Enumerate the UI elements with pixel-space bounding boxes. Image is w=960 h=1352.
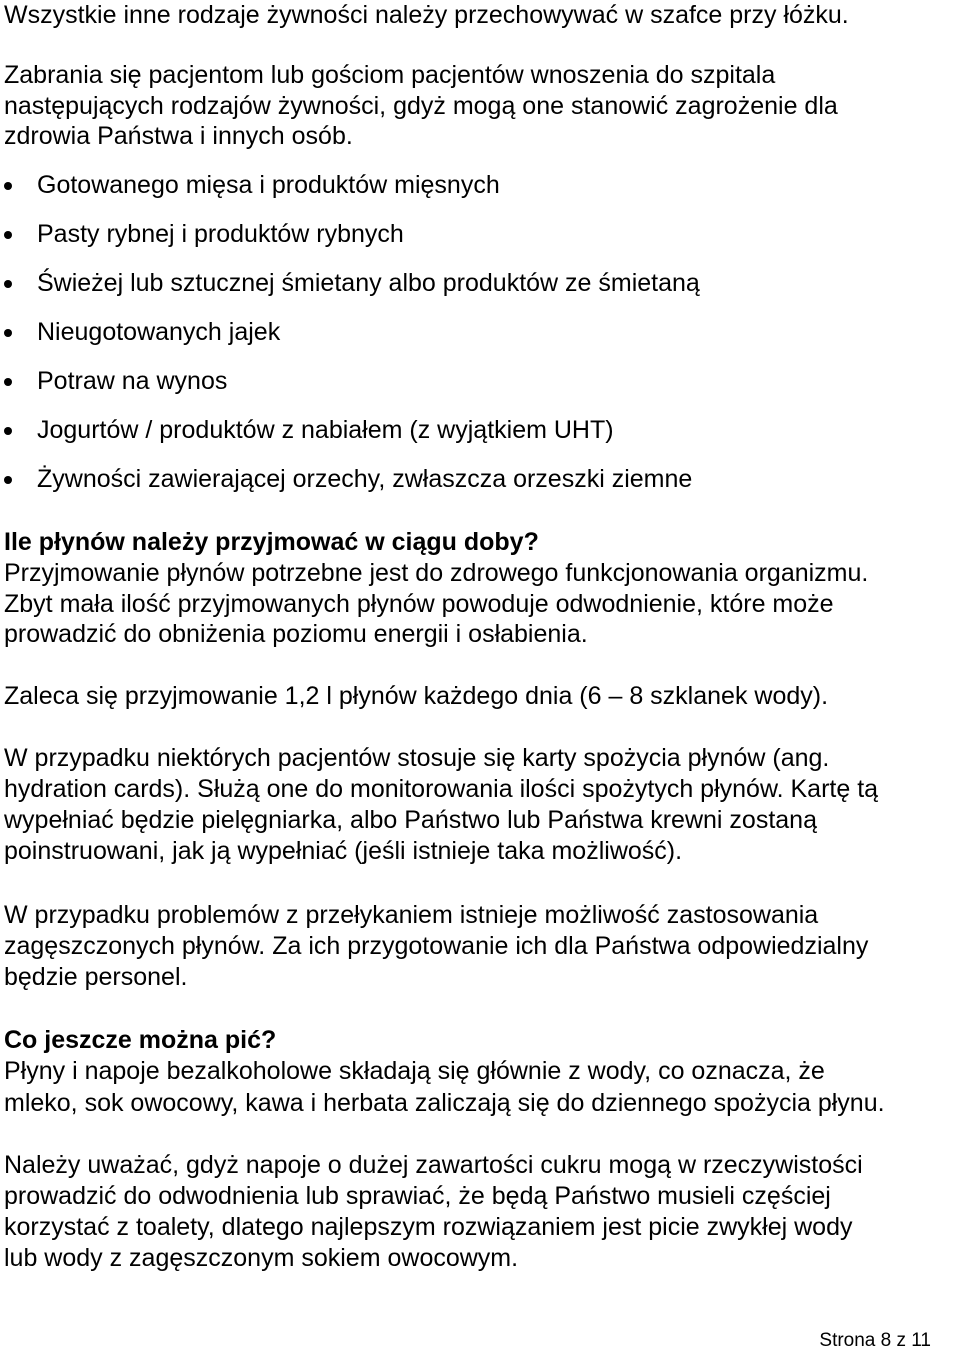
bullet-icon (4, 378, 12, 386)
list-item (0, 268, 960, 317)
sugar-warning-line-1: Należy uważać, gdyż napoje o dużej zawartości cukru mogą w rzeczywistości (4, 1151, 863, 1179)
bullet-icon (4, 427, 12, 435)
prohibited-intro-line-2: następujących rodzajów żywności, gdyż mogą one stanowić zagrożenie dla (4, 92, 838, 120)
fluids-paragraph-line-3: prowadzić do obniżenia poziomu energii i osłabienia. (4, 620, 588, 648)
fluids-paragraph-line-2: Zbyt mała ilość przyjmowanych płynów powoduje odwodnienie, które może (4, 590, 834, 618)
drinks-paragraph-line-2: mleko, sok owocowy, kawa i herbata zaliczają się do dziennego spożycia płynu. (4, 1089, 885, 1117)
hydration-cards-line-2: hydration cards). Służą one do monitorowania ilości spożytych płynów. Kartę tą (4, 775, 879, 803)
list-item (0, 415, 960, 464)
swallowing-line-3: będzie personel. (4, 963, 188, 991)
swallowing-line-2: zagęszczonych płynów. Za ich przygotowanie ich dla Państwa odpowiedzialny (4, 932, 869, 960)
swallowing-line-1: W przypadku problemów z przełykaniem istnieje możliwość zastosowania (4, 901, 819, 929)
list-item (0, 170, 960, 219)
list-item-text: Gotowanego mięsa i produktów mięsnych (37, 171, 500, 199)
bullet-icon (4, 280, 12, 288)
hydration-cards-line-4: poinstruowani, jak ją wypełniać (jeśli istnieje taka możliwość). (4, 837, 683, 865)
fluids-heading: Ile płynów należy przyjmować w ciągu doby? (4, 528, 539, 556)
list-item-text: Nieugotowanych jajek (37, 318, 281, 346)
bullet-icon (4, 182, 12, 190)
sugar-warning-line-2: prowadzić do odwodnienia lub sprawiać, że będą Państwo musieli częściej (4, 1182, 831, 1210)
bullet-icon (4, 329, 12, 337)
prohibited-intro-line-3: zdrowia Państwa i innych osób. (4, 122, 353, 150)
list-item-text: Żywności zawierającej orzechy, zwłaszcza orzeszki ziemne (37, 465, 693, 493)
intro-line: Wszystkie inne rodzaje żywności należy przechowywać w szafce przy łóżku. (4, 1, 849, 29)
list-item-text: Świeżej lub sztucznej śmietany albo produktów ze śmietaną (37, 269, 700, 297)
list-item-text: Jogurtów / produktów z nabiałem (z wyjątkiem UHT) (37, 416, 614, 444)
page-number: Strona 8 z 11 (819, 1330, 931, 1351)
recommendation-line: Zaleca się przyjmowanie 1,2 l płynów każdego dnia (6 – 8 szklanek wody). (4, 682, 829, 710)
sugar-warning-line-4: lub wody z zagęszczonym sokiem owocowym. (4, 1244, 519, 1272)
hydration-cards-line-1: W przypadku niektórych pacjentów stosuje się karty spożycia płynów (ang. (4, 744, 830, 772)
hydration-cards-line-3: wypełniać będzie pielęgniarka, albo Państwo lub Państwa krewni zostaną (4, 806, 817, 834)
bullet-icon (4, 476, 12, 484)
drinks-paragraph-line-1: Płyny i napoje bezalkoholowe składają się głównie z wody, co oznacza, że (4, 1057, 825, 1085)
drinks-heading: Co jeszcze można pić? (4, 1026, 277, 1054)
list-item (0, 317, 960, 366)
fluids-paragraph-line-1: Przyjmowanie płynów potrzebne jest do zdrowego funkcjonowania organizmu. (4, 559, 869, 587)
list-item (0, 366, 960, 415)
bullet-icon (4, 231, 12, 239)
prohibited-intro-line-1: Zabrania się pacjentom lub gościom pacjentów wnoszenia do szpitala (4, 61, 776, 89)
prohibited-food-list (0, 170, 960, 513)
sugar-warning-line-3: korzystać z toalety, dlatego najlepszym rozwiązaniem jest picie zwykłej wody (4, 1213, 853, 1241)
list-item-text: Potraw na wynos (37, 367, 228, 395)
list-item (0, 219, 960, 268)
list-item (0, 464, 960, 513)
list-item-text: Pasty rybnej i produktów rybnych (37, 220, 404, 248)
